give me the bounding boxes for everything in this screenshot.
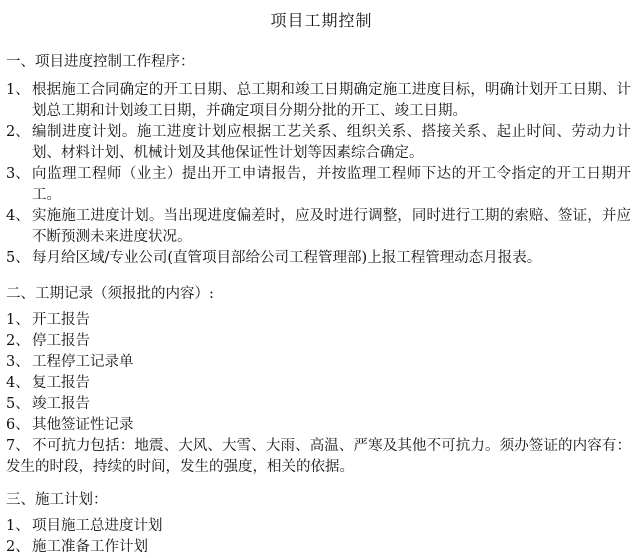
list-item — [6, 206, 631, 248]
item-text: 每月给区域/专业公司(直管项目部给公司工程管理部)上报工程管理动态月报表。 — [32, 250, 542, 266]
list-item — [6, 122, 631, 164]
item-number: 6、 — [6, 417, 30, 433]
item-text: 施工准备工作计划 — [32, 539, 148, 555]
item-text: 不可抗力包括：地震、大风、大雪、大雨、高温、严寒及其他不可抗力。须办签证的内容有：发生的时段，持续的时间，发生的强度，相关的依据。 — [6, 438, 631, 475]
list-item — [6, 352, 631, 373]
section-2-heading: 二、工期记录（须报批的内容）: — [6, 286, 214, 302]
list-item — [6, 80, 631, 122]
item-text: 项目施工总进度计划 — [32, 518, 163, 534]
list-item — [6, 516, 631, 537]
item-number: 3、 — [6, 166, 30, 182]
item-number: 3、 — [6, 354, 30, 370]
item-text: 开工报告 — [32, 312, 90, 328]
item-text: 根据施工合同确定的开工日期、总工期和竣工日期确定施工进度目标，明确计划开工日期、计划总工期和计划竣工日期，并确定项目分期分批的开工、竣工日期。 — [32, 82, 631, 119]
item-number: 1、 — [6, 518, 30, 534]
list-item — [6, 248, 631, 269]
item-text: 复工报告 — [32, 375, 90, 391]
item-number: 1、 — [6, 312, 30, 328]
item-number: 2、 — [6, 333, 30, 349]
list-item — [6, 415, 631, 436]
item-number: 4、 — [6, 375, 30, 391]
list-item — [6, 310, 631, 331]
item-text: 向监理工程师（业主）提出开工申请报告，并按监理工程师下达的开工令指定的开工日期开工。 — [32, 166, 631, 203]
item-text: 竣工报告 — [32, 396, 90, 412]
list-item — [6, 164, 631, 206]
item-text: 其他签证性记录 — [32, 417, 134, 433]
item-number: 4、 — [6, 208, 30, 224]
section-1-heading: 一、项目进度控制工作程序： — [6, 54, 195, 70]
item-number: 5、 — [6, 396, 30, 412]
item-number: 2、 — [6, 539, 30, 555]
list-item — [6, 436, 631, 478]
list-item — [6, 373, 631, 394]
list-item — [6, 394, 631, 415]
item-number: 5、 — [6, 250, 30, 266]
document-title: 项目工期控制 — [270, 11, 373, 30]
section-3-heading: 三、施工计划： — [6, 492, 108, 508]
item-number: 7、 — [6, 438, 30, 454]
item-text: 实施施工进度计划。当出现进度偏差时，应及时进行调整，同时进行工期的索赔、签证，并应不断预测未来进度状况。 — [32, 208, 631, 245]
list-item — [6, 331, 631, 352]
item-number: 2、 — [6, 124, 30, 140]
item-text: 停工报告 — [32, 333, 90, 349]
item-text: 编制进度计划。施工进度计划应根据工艺关系、组织关系、搭接关系、起止时间、劳动力计划、材料计划、机械计划及其他保证性计划等因素综合确定。 — [32, 124, 631, 161]
item-number: 1、 — [6, 82, 30, 98]
item-text: 工程停工记录单 — [32, 354, 134, 370]
